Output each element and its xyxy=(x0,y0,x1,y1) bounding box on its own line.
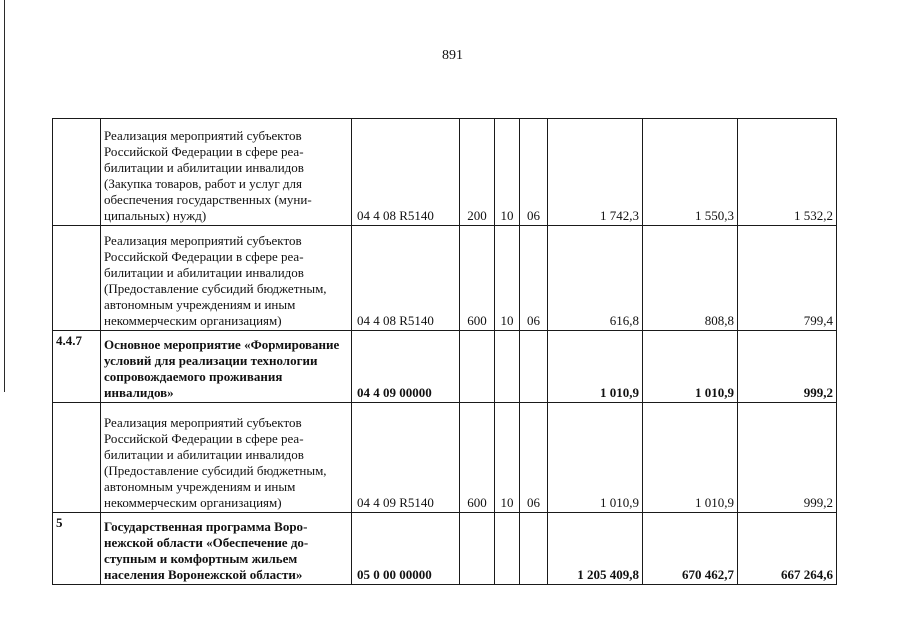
amount-year3-cell: 999,2 xyxy=(738,403,837,513)
item-name-cell: Реализация мероприятий субъектов Российской Федерации в сфере реабилитации и абилитации инвалидов (Предоставление субсидий бюджетным, автономным учреждениям и иным некоммерческим организациям) xyxy=(101,226,352,331)
amount-year1-cell: 1 010,9 xyxy=(548,403,643,513)
item-name-cell: Государственная программа Воронежской области «Обеспечение доступным и комфортным жильем населения Воронежской области» xyxy=(101,513,352,585)
target-code-cell: 04 4 08 R5140 xyxy=(352,119,460,226)
section-cell: 10 xyxy=(495,226,520,331)
amount-year3-cell: 1 532,2 xyxy=(738,119,837,226)
item-name-cell: Основное мероприятие «Формирование условий для реализации технологии сопровождаемого проживания инвалидов» xyxy=(101,331,352,403)
section-cell xyxy=(495,331,520,403)
target-code-cell: 04 4 09 00000 xyxy=(352,331,460,403)
subsection-cell xyxy=(520,331,548,403)
table-row xyxy=(53,331,837,403)
section-cell: 10 xyxy=(495,119,520,226)
subsection-cell xyxy=(520,513,548,585)
amount-year2-cell: 1 010,9 xyxy=(643,331,738,403)
item-name-cell: Реализация мероприятий субъектов Российской Федерации в сфере реабилитации и абилитации инвалидов (Закупка товаров, работ и услуг для обеспечения государственных (муниципальных) нужд) xyxy=(101,119,352,226)
row-number-cell: 4.4.7 xyxy=(53,331,101,403)
amount-year1-cell: 1 205 409,8 xyxy=(548,513,643,585)
row-number-cell xyxy=(53,226,101,331)
page-number: 891 xyxy=(442,48,463,63)
budget-table xyxy=(52,118,837,585)
amount-year2-cell: 1 550,3 xyxy=(643,119,738,226)
item-name-cell: Реализация мероприятий субъектов Российской Федерации в сфере реабилитации и абилитации инвалидов (Предоставление субсидий бюджетным, автономным учреждениям и иным некоммерческим организациям) xyxy=(101,403,352,513)
amount-year2-cell: 1 010,9 xyxy=(643,403,738,513)
subsection-cell: 06 xyxy=(520,119,548,226)
amount-year3-cell: 799,4 xyxy=(738,226,837,331)
expense-type-cell: 200 xyxy=(460,119,495,226)
section-cell xyxy=(495,513,520,585)
row-number-cell: 5 xyxy=(53,513,101,585)
subsection-cell: 06 xyxy=(520,226,548,331)
amount-year2-cell: 808,8 xyxy=(643,226,738,331)
amount-year1-cell: 1 742,3 xyxy=(548,119,643,226)
table-row xyxy=(53,226,837,331)
expense-type-cell: 600 xyxy=(460,226,495,331)
amount-year1-cell: 1 010,9 xyxy=(548,331,643,403)
subsection-cell: 06 xyxy=(520,403,548,513)
table-row xyxy=(53,513,837,585)
row-number-cell xyxy=(53,119,101,226)
section-cell: 10 xyxy=(495,403,520,513)
expense-type-cell xyxy=(460,513,495,585)
amount-year2-cell: 670 462,7 xyxy=(643,513,738,585)
table-row xyxy=(53,119,837,226)
expense-type-cell: 600 xyxy=(460,403,495,513)
expense-type-cell xyxy=(460,331,495,403)
target-code-cell: 05 0 00 00000 xyxy=(352,513,460,585)
target-code-cell: 04 4 08 R5140 xyxy=(352,226,460,331)
amount-year3-cell: 667 264,6 xyxy=(738,513,837,585)
table-row xyxy=(53,403,837,513)
amount-year3-cell: 999,2 xyxy=(738,331,837,403)
row-number-cell xyxy=(53,403,101,513)
amount-year1-cell: 616,8 xyxy=(548,226,643,331)
target-code-cell: 04 4 09 R5140 xyxy=(352,403,460,513)
